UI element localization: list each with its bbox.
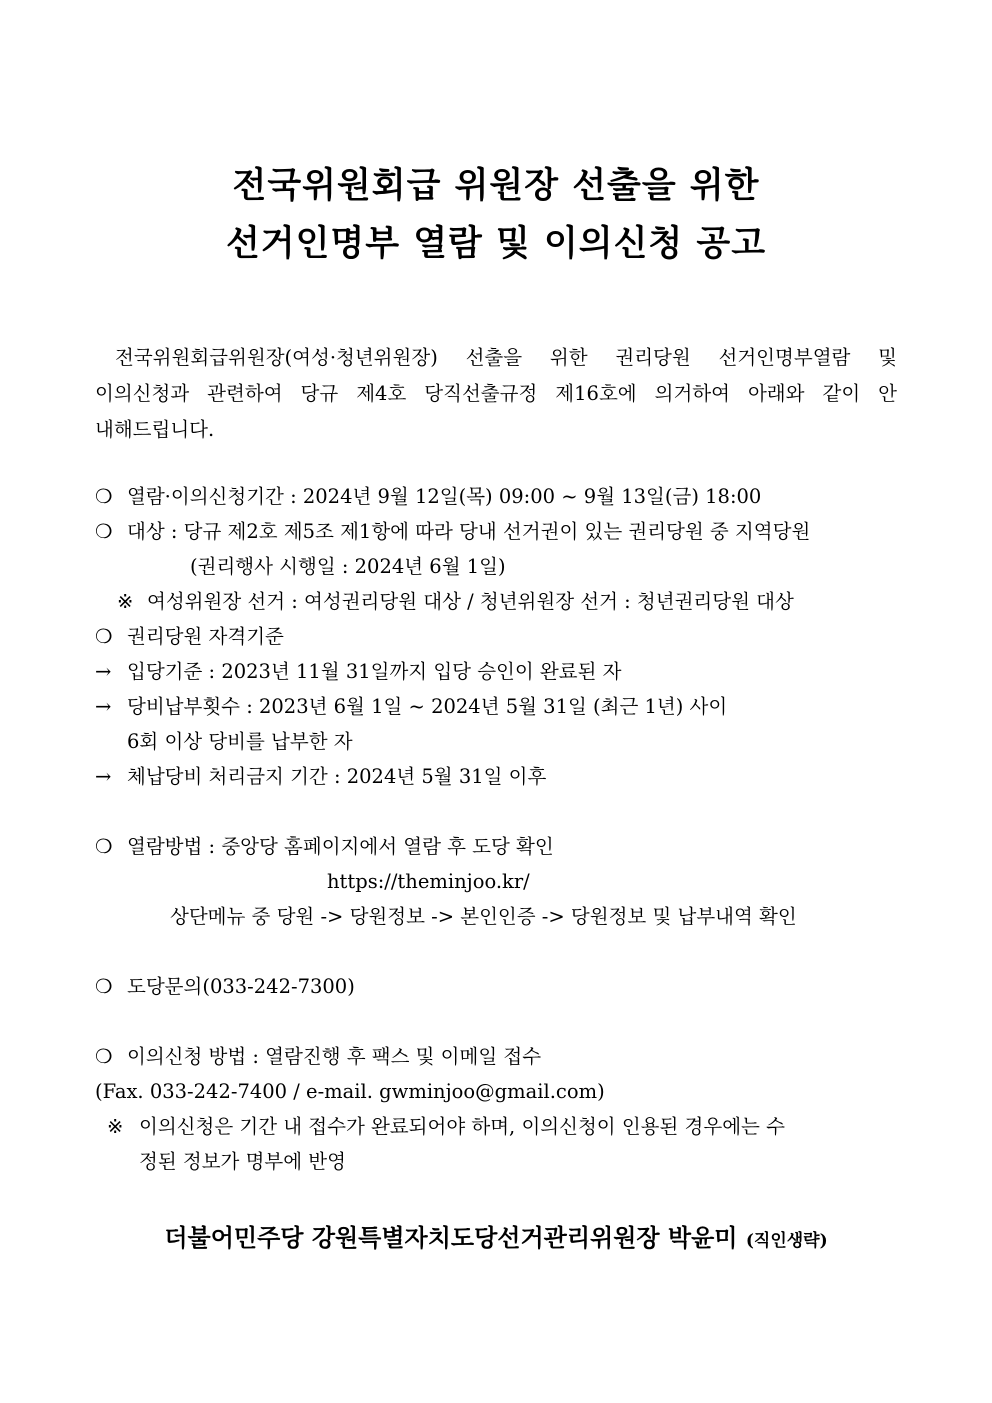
criteria-heading-item xyxy=(95,623,284,651)
inquiry-text: 도당문의(033-242-7300) xyxy=(127,975,355,998)
document-title-line1: 전국위원회급 위원장 선출을 위한 xyxy=(232,166,760,206)
target-item xyxy=(95,518,810,546)
note-mark-icon: ※ xyxy=(117,590,134,613)
target-note-text: 여성위원장 선거 : 여성권리당원 대상 / 청년위원장 선거 : 청년권리당원 대상 xyxy=(147,590,794,613)
circle-bullet-icon: ❍ xyxy=(95,1045,113,1068)
note-mark-icon: ※ xyxy=(107,1115,124,1138)
criteria-join-text: 입당기준 : 2023년 11월 31일까지 입당 승인이 완료된 자 xyxy=(127,660,622,683)
method-text: 열람방법 : 중앙당 홈페이지에서 열람 후 도당 확인 xyxy=(127,835,554,858)
objection-note xyxy=(107,1113,785,1141)
arrow-icon: → xyxy=(95,765,112,788)
intro-line-3: 내해드립니다. xyxy=(95,418,215,441)
criteria-dues-text-line2: 6회 이상 당비를 납부한 자 xyxy=(127,730,353,753)
arrow-icon: → xyxy=(95,695,112,718)
circle-bullet-icon: ❍ xyxy=(95,485,113,508)
arrow-icon: → xyxy=(95,660,112,683)
criteria-arrears-text: 체납당비 처리금지 기간 : 2024년 5월 31일 이후 xyxy=(127,765,547,788)
objection-note-text: 이의신청은 기간 내 접수가 완료되어야 하며, 이의신청이 인용된 경우에는 수 xyxy=(139,1115,785,1138)
menu-path-text: 상단메뉴 중 당원 -> 당원정보 -> 본인인증 -> 당원정보 및 납부내역 확인 xyxy=(170,905,797,928)
homepage-url: https://theminjoo.kr/ xyxy=(327,870,530,893)
target-note xyxy=(117,588,794,616)
objection-note-text-line2: 정된 정보가 명부에 반영 xyxy=(139,1150,346,1173)
criteria-join-item xyxy=(95,658,621,686)
period-text: 열람·이의신청기간 : 2024년 9월 12일(목) 09:00 ~ 9월 13일(금) 18:00 xyxy=(127,485,762,508)
target-effective-date: (권리행사 시행일 : 2024년 6월 1일) xyxy=(190,555,506,578)
circle-bullet-icon: ❍ xyxy=(95,975,113,998)
intro-paragraph xyxy=(95,340,897,448)
criteria-heading: 권리당원 자격기준 xyxy=(127,625,284,648)
objection-item xyxy=(95,1043,541,1071)
circle-bullet-icon: ❍ xyxy=(95,835,113,858)
signer-name: 더불어민주당 강원특별자치도당선거관리위원장 박윤미 xyxy=(164,1223,738,1252)
method-item xyxy=(95,833,554,861)
objection-contact: (Fax. 033-242-7400 / e-mail. gwminjoo@gmail.com) xyxy=(95,1080,605,1103)
circle-bullet-icon: ❍ xyxy=(95,520,113,543)
criteria-dues-item xyxy=(95,693,727,721)
circle-bullet-icon: ❍ xyxy=(95,625,113,648)
inquiry-item xyxy=(95,973,355,1001)
intro-line-1: 전국위원회급위원장(여성·청년위원장) 선출을 위한 권리당원 선거인명부열람 및 xyxy=(115,346,897,369)
objection-text: 이의신청 방법 : 열람진행 후 팩스 및 이메일 접수 xyxy=(127,1045,542,1068)
document-title-line2: 선거인명부 열람 및 이의신청 공고 xyxy=(225,224,767,264)
target-text: 대상 : 당규 제2호 제5조 제1항에 따라 당내 선거권이 있는 권리당원 중 지역당원 xyxy=(127,520,811,543)
criteria-dues-text: 당비납부횟수 : 2023년 6월 1일 ~ 2024년 5월 31일 (최근 1년) 사이 xyxy=(127,695,728,718)
criteria-arrears-item xyxy=(95,763,546,791)
period-item xyxy=(95,483,761,511)
intro-line-2: 이의신청과 관련하여 당규 제4호 당직선출규정 제16호에 의거하여 아래와 같이 안 xyxy=(95,382,897,405)
signer-line xyxy=(0,1218,992,1253)
seal-omitted-note: (직인생략) xyxy=(745,1231,828,1251)
